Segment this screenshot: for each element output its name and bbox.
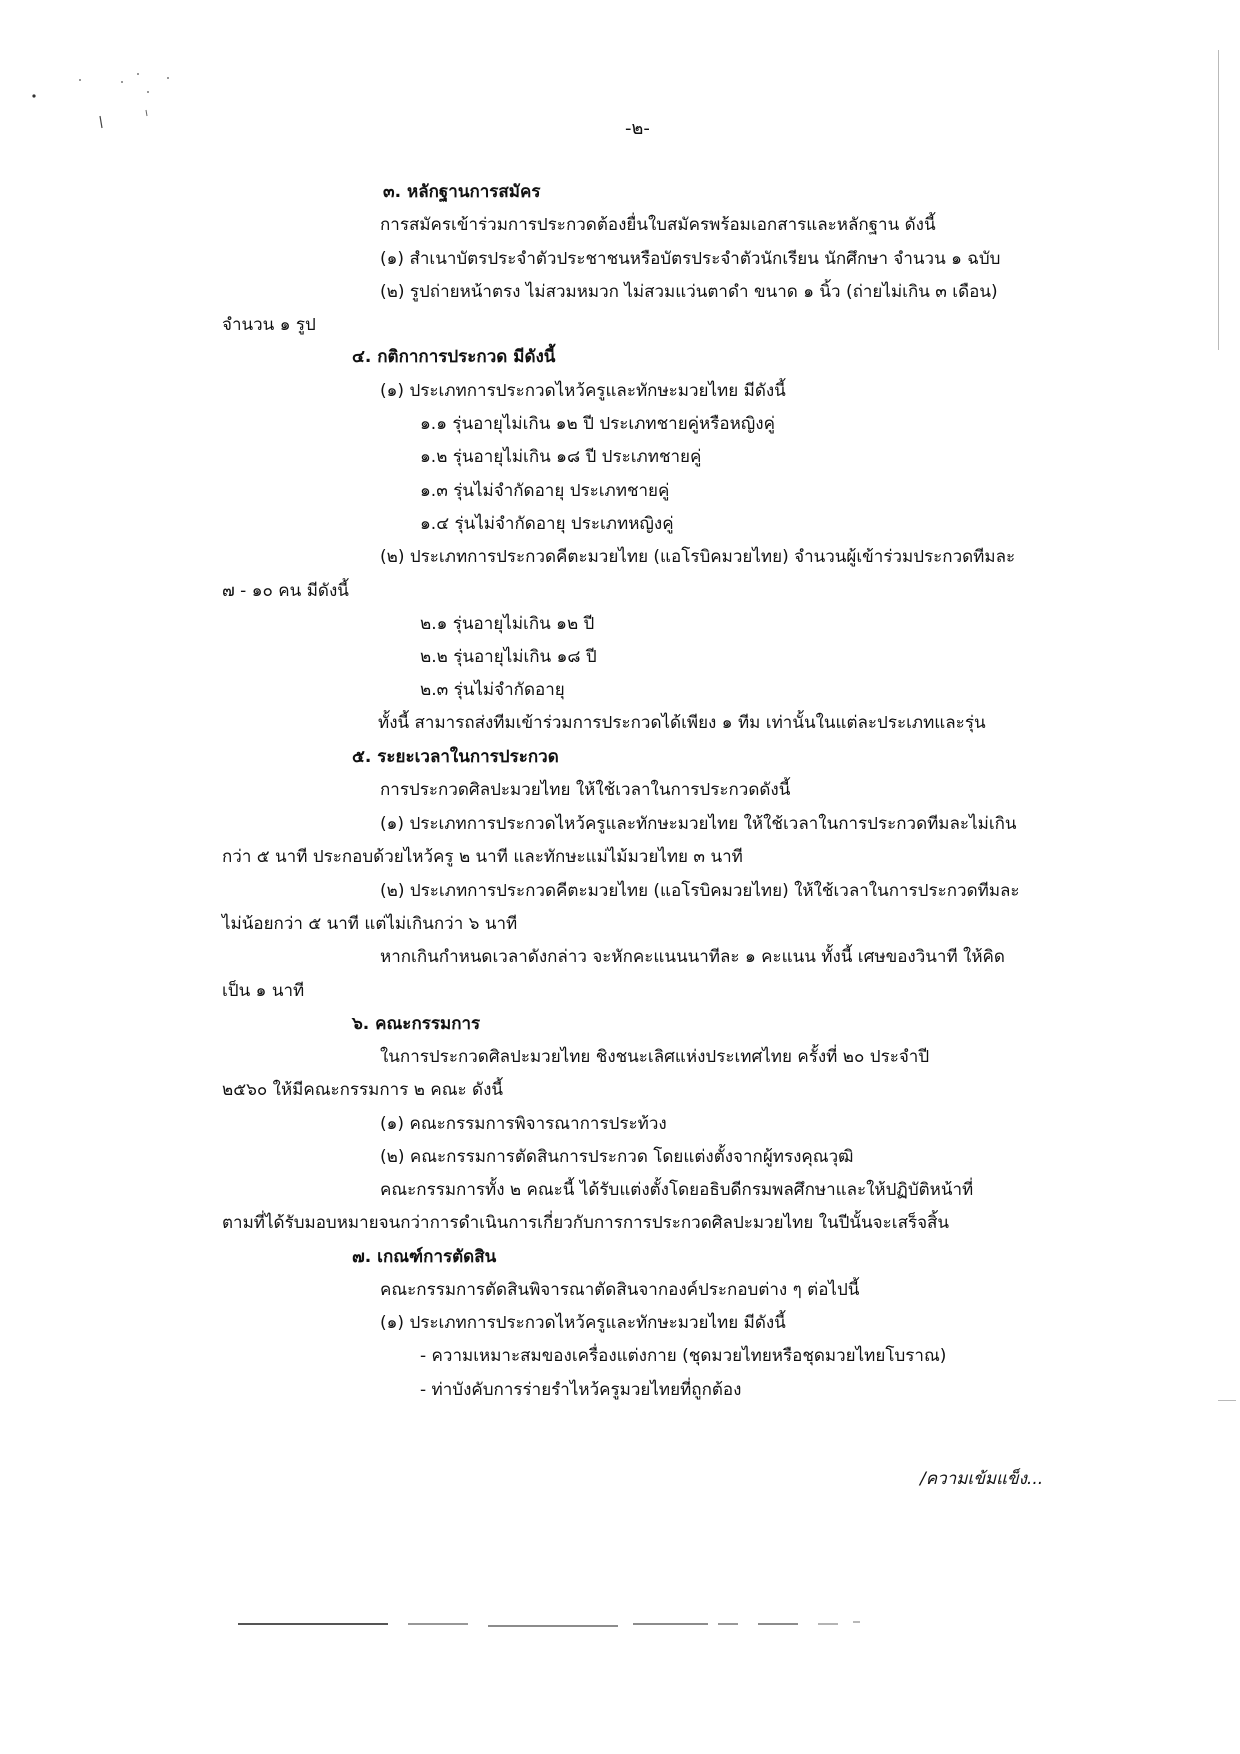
continuation-marker: /ความเข้มแข็ง...: [920, 1469, 1044, 1489]
scan-bottom-rule: [238, 1616, 938, 1630]
text-line: (๒) ประเภทการประกวดคีตะมวยไทย (แอโรบิคมวยไทย) ให้ใช้เวลาในการประกวดทีมละ: [380, 881, 1020, 901]
text-line: ๗ - ๑๐ คน มีดังนี้: [222, 581, 349, 601]
text-line: หากเกินกำหนดเวลาดังกล่าว จะหักคะแนนนาทีละ ๑ คะแนน ทั้งนี้ เศษของวินาที ให้คิด: [380, 947, 1005, 967]
text-line: - ความเหมาะสมของเครื่องแต่งกาย (ชุดมวยไทยหรือชุดมวยไทยโบราณ): [420, 1346, 947, 1366]
text-line: ๑.๒ รุ่นอายุไม่เกิน ๑๘ ปี ประเภทชายคู่: [420, 447, 702, 467]
scan-edge-tick: [1218, 1400, 1236, 1401]
text-line: ๑.๓ รุ่นไม่จำกัดอายุ ประเภทชายคู่: [420, 481, 670, 501]
text-line: คณะกรรมการทั้ง ๒ คณะนี้ ได้รับแต่งตั้งโดยอธิบดีกรมพลศึกษาและให้ปฏิบัติหน้าที่: [380, 1180, 974, 1200]
text-line: ไม่น้อยกว่า ๕ นาที แต่ไม่เกินกว่า ๖ นาที: [222, 914, 518, 934]
section-4-heading: ๔. กติกาการประกวด มีดังนี้: [352, 347, 556, 367]
text-line: (๒) รูปถ่ายหน้าตรง ไม่สวมหมวก ไม่สวมแว่นตาดำ ขนาด ๑ นิ้ว (ถ่ายไม่เกิน ๓ เดือน): [380, 282, 998, 302]
text-line: (๑) สำเนาบัตรประจำตัวประชาชนหรือบัตรประจำตัวนักเรียน นักศึกษา จำนวน ๑ ฉบับ: [380, 249, 1001, 269]
section-6-heading: ๖. คณะกรรมการ: [352, 1014, 481, 1034]
text-line: การสมัครเข้าร่วมการประกวดต้องยื่นใบสมัครพร้อมเอกสารและหลักฐาน ดังนี้: [380, 215, 936, 235]
scan-specks: [20, 70, 200, 140]
text-line: ๑.๔ รุ่นไม่จำกัดอายุ ประเภทหญิงคู่: [420, 514, 674, 534]
section-7-heading: ๗. เกณฑ์การตัดสิน: [352, 1247, 497, 1267]
text-line: กว่า ๕ นาที ประกอบด้วยไหว้ครู ๒ นาที และทักษะแม่ไม้มวยไทย ๓ นาที: [222, 847, 743, 867]
text-line: (๑) คณะกรรมการพิจารณาการประท้วง: [380, 1114, 667, 1134]
section-5-heading: ๕. ระยะเวลาในการประกวด: [352, 747, 559, 767]
text-line: ๒.๓ รุ่นไม่จำกัดอายุ: [420, 680, 565, 700]
text-line: ตามที่ได้รับมอบหมายจนกว่าการดำเนินการเกี่ยวกับการการประกวดศิลปะมวยไทย ในปีนั้นจะเสร็จสิ้น: [222, 1213, 950, 1233]
text-line: เป็น ๑ นาที: [222, 981, 305, 1001]
scan-edge-mark: [1218, 50, 1219, 350]
text-line: ในการประกวดศิลปะมวยไทย ชิงชนะเลิศแห่งประเทศไทย ครั้งที่ ๒๐ ประจำปี: [380, 1047, 930, 1067]
text-line: คณะกรรมการตัดสินพิจารณาตัดสินจากองค์ประกอบต่าง ๆ ต่อไปนี้: [380, 1280, 860, 1300]
text-line: - ท่าบังคับการร่ายรำไหว้ครูมวยไทยที่ถูกต้อง: [420, 1380, 742, 1400]
text-line: ๒๕๖๐ ให้มีคณะกรรมการ ๒ คณะ ดังนี้: [222, 1080, 504, 1100]
section-3-heading: ๓. หลักฐานการสมัคร: [383, 182, 541, 202]
text-line: (๑) ประเภทการประกวดไหว้ครูและทักษะมวยไทย มีดังนี้: [380, 381, 786, 401]
text-line: (๑) ประเภทการประกวดไหว้ครูและทักษะมวยไทย มีดังนี้: [380, 1313, 786, 1333]
text-line: ๒.๑ รุ่นอายุไม่เกิน ๑๒ ปี: [420, 614, 595, 634]
text-line: (๒) ประเภทการประกวดคีตะมวยไทย (แอโรบิคมวยไทย) จำนวนผู้เข้าร่วมประกวดทีมละ: [380, 547, 1016, 567]
text-line: จำนวน ๑ รูป: [222, 315, 316, 335]
page-number: -๒-: [625, 118, 650, 139]
text-line: (๒) คณะกรรมการตัดสินการประกวด โดยแต่งตั้งจากผู้ทรงคุณวุฒิ: [380, 1147, 854, 1167]
text-line: ๒.๒ รุ่นอายุไม่เกิน ๑๘ ปี: [420, 647, 597, 667]
text-line: (๑) ประเภทการประกวดไหว้ครูและทักษะมวยไทย ให้ใช้เวลาในการประกวดทีมละไม่เกิน: [380, 814, 1017, 834]
text-line: ๑.๑ รุ่นอายุไม่เกิน ๑๒ ปี ประเภทชายคู่หรือหญิงคู่: [420, 414, 775, 434]
text-line: ทั้งนี้ สามารถส่งทีมเข้าร่วมการประกวดได้เพียง ๑ ทีม เท่านั้นในแต่ละประเภทและรุ่น: [378, 713, 986, 733]
text-line: การประกวดศิลปะมวยไทย ให้ใช้เวลาในการประกวดดังนี้: [380, 780, 791, 800]
